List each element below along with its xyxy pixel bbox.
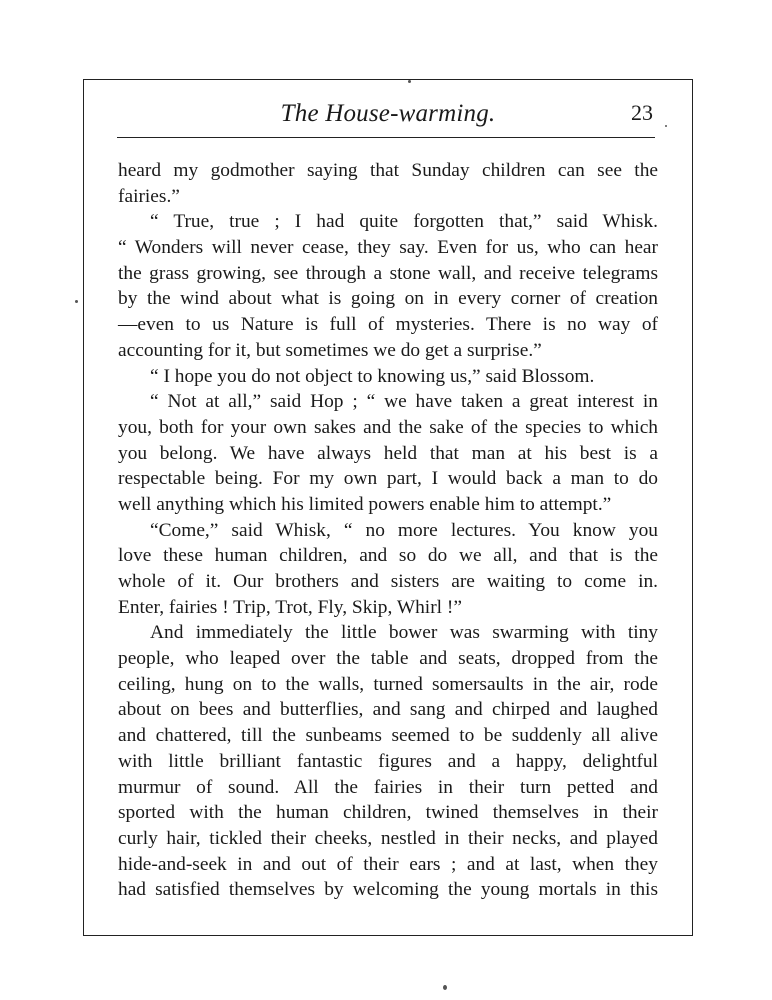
text-line: you, both for your own sakes and the sake of the species to which xyxy=(118,416,658,438)
text-line: “ Wonders will never cease, they say. Even for us, who can hear xyxy=(118,237,658,259)
text-line: had satisfied themselves by welcoming the young mortals in this xyxy=(118,879,658,901)
text-line: Enter, fairies ! Trip, Trot, Fly, Skip, Whirl !” xyxy=(118,596,462,618)
scan-speck xyxy=(665,125,667,127)
running-title: The House-warming. xyxy=(280,100,496,127)
text-line: love these human children, and so do we all, and that is the xyxy=(118,545,658,567)
text-line: well anything which his limited powers enable him to attempt.” xyxy=(118,493,612,515)
text-line: sported with the human children, twined themselves in their xyxy=(118,802,658,824)
scan-speck xyxy=(408,80,411,83)
text-line: curly hair, tickled their cheeks, nestled in their necks, and played xyxy=(118,827,658,849)
text-line: “ Not at all,” said Hop ; “ we have taken a great interest in xyxy=(150,391,658,413)
scan-speck xyxy=(75,300,78,303)
text-line: with little brilliant fantastic figures and a happy, delightful xyxy=(118,750,658,772)
text-line: the grass growing, see through a stone wall, and receive telegrams xyxy=(118,262,658,284)
page-number: 23 xyxy=(631,100,653,125)
text-line: heard my godmother saying that Sunday children can see the xyxy=(118,160,658,181)
text-line: “ I hope you do not object to knowing us,” said Blossom. xyxy=(150,365,595,387)
running-head xyxy=(84,98,692,132)
text-line: “Come,” said Whisk, “ no more lectures. You know you xyxy=(150,519,658,541)
page-frame xyxy=(83,79,693,936)
text-line: about on bees and butterflies, and sang and chirped and laughed xyxy=(118,699,658,721)
text-line: whole of it. Our brothers and sisters are waiting to come in. xyxy=(118,571,658,592)
text-line: and chattered, till the sunbeams seemed to be suddenly all alive xyxy=(118,725,658,747)
scan-speck xyxy=(443,985,447,990)
text-line: —even to us Nature is full of mysteries. There is no way of xyxy=(118,314,658,336)
text-line: hide-and-seek in and out of their ears ; and at last, when they xyxy=(118,853,658,875)
text-line: people, who leaped over the table and seats, dropped from the xyxy=(118,648,658,670)
text-line: accounting for it, but sometimes we do get a surprise.” xyxy=(118,339,542,361)
text-line: ceiling, hung on to the walls, turned somersaults in the air, rode xyxy=(118,673,658,695)
text-line: fairies.” xyxy=(118,185,180,207)
text-line: by the wind about what is going on in every corner of creation xyxy=(118,288,658,310)
text-line: respectable being. For my own part, I would back a man to do xyxy=(118,468,658,490)
header-rule xyxy=(117,137,655,138)
body-text xyxy=(118,158,658,903)
text-line: you belong. We have always held that man at his best is a xyxy=(118,442,658,464)
text-line: “ True, true ; I had quite forgotten that,” said Whisk. xyxy=(150,211,658,233)
text-line: murmur of sound. All the fairies in their turn petted and xyxy=(118,776,658,798)
text-line: And immediately the little bower was swarming with tiny xyxy=(150,622,658,644)
